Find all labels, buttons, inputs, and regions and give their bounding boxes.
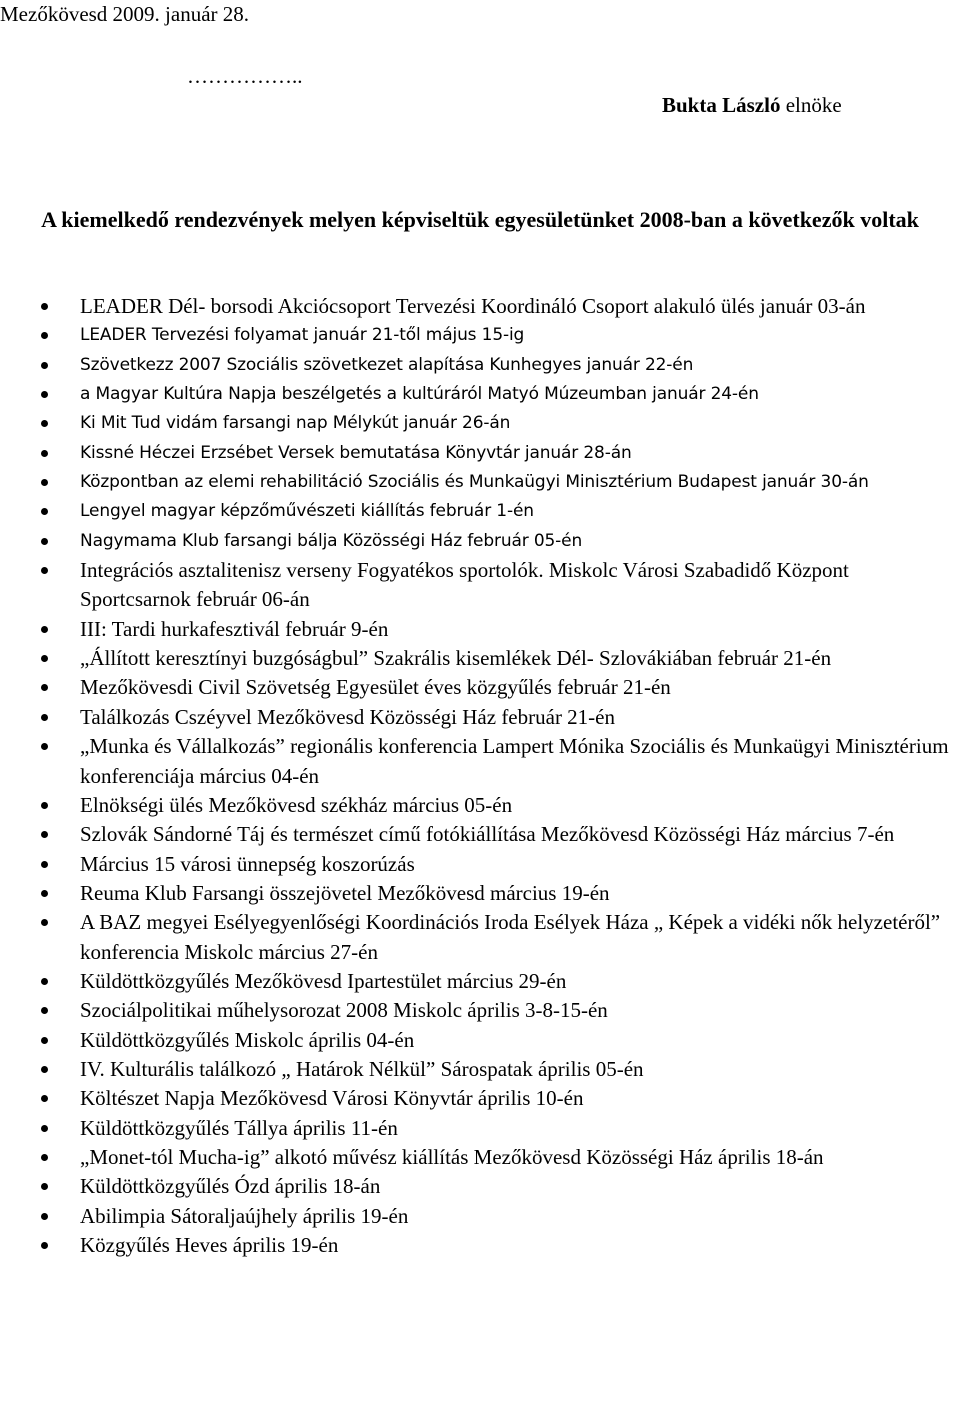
- list-item: Találkozás Cszéyvel Mezőkövesd Közösségi Ház február 21-én: [80, 703, 958, 732]
- list-item: Költészet Napja Mezőkövesd Városi Könyvtár április 10-én: [80, 1084, 958, 1113]
- list-item: Lengyel magyar képzőművészeti kiállítás február 1-én: [80, 497, 958, 526]
- list-item: Küldöttközgyűlés Tállya április 11-én: [80, 1114, 958, 1143]
- list-item: „Monet-tól Mucha-ig” alkotó művész kiállítás Mezőkövesd Közösségi Ház április 18-án: [80, 1143, 958, 1172]
- list-item: „Állított keresztínyi buzgóságbul” Szakrális kisemlékek Dél- Szlovákiában február 21-én: [80, 644, 958, 673]
- list-item: Küldöttközgyűlés Ózd április 18-án: [80, 1172, 958, 1201]
- list-item: LEADER Dél- borsodi Akciócsoport Tervezési Koordináló Csoport alakuló ülés január 03-án: [80, 292, 958, 321]
- signature-block: [185, 62, 842, 120]
- list-item: Közgyűlés Heves április 19-én: [80, 1231, 958, 1260]
- list-item: Szlovák Sándorné Táj és természet című fotókiállítása Mezőkövesd Közösségi Ház március 7-én: [80, 820, 958, 849]
- section-heading: A kiemelkedő rendezvények melyen képviseltük egyesületünket 2008-ban a következők voltak: [41, 207, 919, 232]
- list-item: Reuma Klub Farsangi összejövetel Mezőkövesd március 19-én: [80, 879, 958, 908]
- list-item: Március 15 városi ünnepség koszorúzás: [80, 850, 958, 879]
- list-item: IV. Kulturális találkozó „ Határok Nélkül” Sárospatak április 05-én: [80, 1055, 958, 1084]
- list-item: Szociálpolitikai műhelysorozat 2008 Miskolc április 3-8-15-én: [80, 996, 958, 1025]
- list-item: A BAZ megyei Esélyegyenlőségi Koordinációs Iroda Esélyek Háza „ Képek a vidéki nők helyzetéről” konferencia Miskolc március 27-én: [80, 908, 958, 967]
- signature-dots: ……………..: [187, 64, 303, 88]
- list-item: Központban az elemi rehabilitáció Szociális és Munkaügyi Minisztérium Budapest január 30-án: [80, 468, 958, 497]
- list-item: Kissné Héczei Erzsébet Versek bemutatása Könyvtár január 28-án: [80, 439, 958, 468]
- list-item: Küldöttközgyűlés Miskolc április 04-én: [80, 1026, 958, 1055]
- list-item: LEADER Tervezési folyamat január 21-től május 15-ig: [80, 321, 958, 350]
- list-item: Integrációs asztalitenisz verseny Fogyatékos sportolók. Miskolc Városi Szabadidő Központ Sportcsarnok február 06-án: [80, 556, 958, 615]
- list-item: Szövetkezz 2007 Szociális szövetkezet alapítása Kunhegyes január 22-én: [80, 351, 958, 380]
- list-item: Ki Mit Tud vidám farsangi nap Mélykút január 26-án: [80, 409, 958, 438]
- document-date: Mezőkövesd 2009. január 28.: [0, 2, 250, 26]
- signature-role: elnöke: [785, 93, 842, 117]
- list-item: Nagymama Klub farsangi bálja Közösségi Ház február 05-én: [80, 527, 958, 556]
- list-item: Mezőkövesdi Civil Szövetség Egyesület éves közgyűlés február 21-én: [80, 673, 958, 702]
- signature-name: Bukta László: [662, 93, 781, 117]
- event-list: [40, 292, 958, 1260]
- list-item: Elnökségi ülés Mezőkövesd székház március 05-én: [80, 791, 958, 820]
- list-item: Abilimpia Sátoraljaújhely április 19-én: [80, 1202, 958, 1231]
- signature-line: [185, 91, 842, 120]
- list-item: a Magyar Kultúra Napja beszélgetés a kultúráról Matyó Múzeumban január 24-én: [80, 380, 958, 409]
- list-item: III: Tardi hurkafesztivál február 9-én: [80, 615, 958, 644]
- list-item: „Munka és Vállalkozás” regionális konferencia Lampert Mónika Szociális és Munkaügyi Minisztérium konferenciája március 04-én: [80, 732, 958, 791]
- list-item: Küldöttközgyűlés Mezőkövesd Ipartestület március 29-én: [80, 967, 958, 996]
